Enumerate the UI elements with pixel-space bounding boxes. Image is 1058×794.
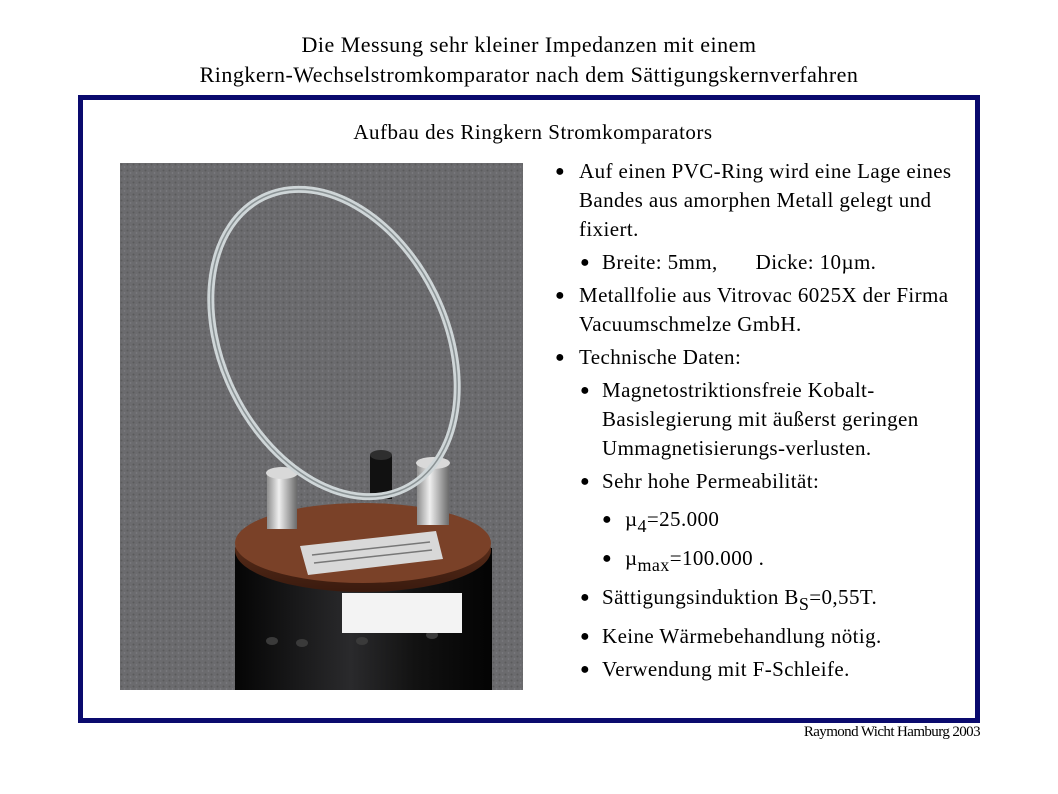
bullet-item-mumax: ● µmax=100.000 . (602, 546, 765, 575)
bullet-item: ● Verwendung mit F-Schleife. (547, 655, 967, 684)
bullet-item: ● Sehr hohe Permeabilität: (547, 467, 967, 496)
bullet-item: ● Magnetostriktionsfreie Kobalt-Basislegierung mit äußerst geringen Ummagnetisierungs-verlusten. (580, 378, 919, 460)
section-subtitle: Aufbau des Ringkern Stromkomparators (353, 120, 713, 144)
bullet-dot-icon: ● (580, 473, 591, 490)
bullet-item: ● Auf einen PVC-Ring wird eine Lage eines Bandes aus amorphen Metall gelegt und fixiert. (555, 159, 952, 241)
content-frame (78, 95, 980, 723)
title-line-1: Die Messung sehr kleiner Impedanzen mit einem (301, 32, 757, 57)
comparator-photo (120, 163, 523, 690)
bullet-dot-icon: ● (555, 163, 566, 180)
bullet-dot-icon: ● (580, 254, 591, 271)
bullet-dot-icon: ● (602, 550, 613, 567)
bullet-item: ● Breite: 5mm, Dicke: 10µm. (547, 248, 967, 277)
bullet-item-bs: ● Sättigungsinduktion BS=0,55T. (580, 585, 878, 614)
bullet-dot-icon: ● (580, 628, 591, 645)
bullet-item: ● Technische Daten: (547, 343, 967, 372)
bullet-dot-icon: ● (555, 349, 566, 366)
bullet-item-mu4: ● µ4=25.000 (602, 507, 720, 536)
bullet-dot-icon: ● (580, 661, 591, 678)
slide-title (0, 30, 1058, 90)
bullet-item: ● Keine Wärmebehandlung nötig. (547, 622, 967, 651)
comparator-photo-drawing (120, 163, 523, 690)
bullet-dot-icon: ● (580, 382, 591, 399)
bullet-dot-icon: ● (555, 287, 566, 304)
bullet-list (547, 157, 967, 684)
bullet-dot-icon: ● (602, 511, 613, 528)
author-footer: Raymond Wicht Hamburg 2003 (803, 724, 980, 740)
bullet-item: ● Metallfolie aus Vitrovac 6025X der Firma Vacuumschmelze GmbH. (555, 283, 949, 336)
title-line-2: Ringkern-Wechselstromkomparator nach dem Sättigungskernverfahren (199, 62, 859, 87)
bullet-dot-icon: ● (580, 589, 591, 606)
